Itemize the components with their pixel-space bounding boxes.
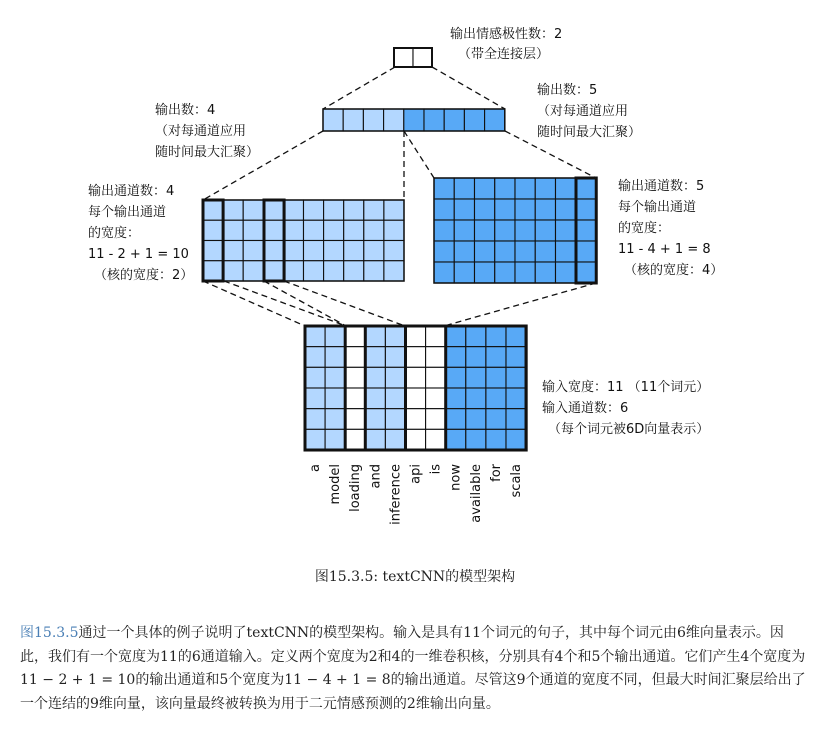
grid-cell (263, 261, 283, 281)
grid-cell (365, 388, 385, 409)
grid-cell (345, 388, 365, 409)
grid-cell (506, 429, 526, 450)
grid-cell (304, 220, 324, 240)
grid-cell (485, 109, 505, 131)
grid-cell (576, 241, 596, 262)
grid-cell (506, 388, 526, 409)
grid-cell (283, 200, 303, 220)
grid-cell (556, 220, 576, 241)
grid-cell (283, 261, 303, 281)
grid-cell (343, 109, 363, 131)
grid-cell (406, 409, 426, 430)
grid-cell (365, 409, 385, 430)
grid-cell (475, 241, 495, 262)
grid-cell (466, 326, 486, 347)
grid-cell (325, 388, 345, 409)
grid-cell (364, 261, 384, 281)
grid-cell (475, 220, 495, 241)
input-label: 输入宽度：11 （11个词元） 输入通道数：6 （每个词元被6D向量表示） (542, 380, 710, 437)
grid-cell (446, 409, 466, 430)
grid-cell (486, 326, 506, 347)
grid-cell (345, 347, 365, 368)
grid-cell (576, 199, 596, 220)
grid-cell (263, 200, 283, 220)
grid-cell (556, 262, 576, 283)
grid-cell (404, 109, 424, 131)
grid-cell (283, 241, 303, 261)
grid-cell (385, 347, 405, 368)
pooled-vector (323, 109, 505, 131)
grid-cell (515, 262, 535, 283)
grid-cell (243, 261, 263, 281)
grid-cell (535, 262, 555, 283)
output-label: 输出情感极性数：2 （带全连接层） (450, 27, 563, 62)
grid-cell (466, 429, 486, 450)
grid-cell (466, 367, 486, 388)
word-label: and (368, 464, 384, 489)
grid-cell (385, 367, 405, 388)
grid-cell (454, 262, 474, 283)
grid-cell (243, 220, 263, 240)
grid-cell (203, 220, 223, 240)
input-words (308, 463, 524, 525)
grid-cell (325, 367, 345, 388)
grid-cell (515, 220, 535, 241)
grid-cell (365, 367, 385, 388)
grid-cell (305, 367, 325, 388)
grid-cell (506, 367, 526, 388)
grid-cell (466, 388, 486, 409)
word-label: for (488, 464, 504, 482)
grid-cell (434, 262, 454, 283)
grid-cell (394, 48, 413, 67)
grid-cell (305, 409, 325, 430)
grid-cell (495, 241, 515, 262)
grid-cell (345, 409, 365, 430)
grid-cell (495, 262, 515, 283)
dashed-connector (203, 281, 305, 326)
word-label: a (308, 464, 323, 472)
grid-cell (434, 178, 454, 199)
grid-cell (486, 347, 506, 368)
grid-cell (305, 347, 325, 368)
dashed-connector (284, 281, 405, 326)
grid-cell (556, 199, 576, 220)
pool-right-label: 输出数：5 （对每通道应用 随时间最大汇聚） (537, 83, 642, 140)
word-label: now (448, 464, 464, 491)
grid-cell (426, 409, 446, 430)
dashed-connector (264, 281, 346, 326)
grid-cell (223, 220, 243, 240)
grid-cell (364, 220, 384, 240)
grid-cell (446, 429, 466, 450)
grid-cell (325, 326, 345, 347)
grid-cell (344, 220, 364, 240)
conv-output-kernel-2 (203, 200, 404, 281)
dashed-connector (444, 283, 596, 326)
conv-output-kernel-4 (434, 178, 596, 283)
grid-cell (384, 261, 404, 281)
word-label: inference (388, 464, 404, 525)
grid-cell (515, 178, 535, 199)
grid-cell (243, 241, 263, 261)
grid-cell (475, 199, 495, 220)
grid-cell (385, 388, 405, 409)
grid-cell (466, 409, 486, 430)
grid-cell (426, 326, 446, 347)
grid-cell (384, 109, 404, 131)
grid-cell (324, 241, 344, 261)
grid-cell (304, 241, 324, 261)
word-label: scala (509, 464, 524, 498)
grid-cell (365, 429, 385, 450)
dashed-connector (323, 67, 395, 109)
grid-cell (506, 326, 526, 347)
grid-cell (426, 429, 446, 450)
grid-cell (406, 326, 426, 347)
word-label: loading (348, 464, 364, 512)
grid-cell (506, 409, 526, 430)
dashed-connector (404, 131, 434, 178)
grid-cell (475, 178, 495, 199)
grid-cell (556, 241, 576, 262)
grid-cell (345, 326, 365, 347)
grid-cell (304, 261, 324, 281)
grid-cell (576, 178, 596, 199)
grid-cell (263, 220, 283, 240)
grid-cell (325, 409, 345, 430)
grid-cell (454, 199, 474, 220)
grid-cell (535, 220, 555, 241)
word-label: model (328, 464, 344, 505)
grid-cell (515, 241, 535, 262)
grid-cell (203, 261, 223, 281)
grid-cell (486, 367, 506, 388)
grid-cell (385, 326, 405, 347)
grid-cell (424, 109, 444, 131)
grid-cell (406, 429, 426, 450)
grid-cell (283, 220, 303, 240)
grid-cell (495, 178, 515, 199)
word-label: available (468, 464, 484, 523)
grid-cell (406, 347, 426, 368)
grid-cell (203, 241, 223, 261)
grid-cell (223, 261, 243, 281)
grid-cell (324, 261, 344, 281)
grid-cell (413, 48, 432, 67)
figure-reference-link[interactable]: 图15.3.5 (20, 625, 79, 641)
description-text: 通过一个具体的例子说明了textCNN的模型架构。输入是具有11个词元的句子，其中每个词元由6维向量表示。因此，我们有一个宽度为11的6通道输入。定义两个宽度为2和4的一维卷积核，分别具有4个和5个输出通道。它们产生4个宽度为11 − 2 + 1 = 10的输出通道和5个宽度为11 − 4 + 1 = 8的输出通道。尽管这9个通道的宽度不同，但最大时间汇聚层给出了一个连结的9维向量，该向量最终被转换为用于二元情感预测的2维输出向量。 (20, 625, 806, 712)
grid-cell (344, 241, 364, 261)
grid-cell (345, 367, 365, 388)
grid-cell (475, 262, 495, 283)
grid-cell (446, 388, 466, 409)
grid-cell (454, 178, 474, 199)
grid-cell (223, 241, 243, 261)
grid-cell (324, 200, 344, 220)
grid-cell (486, 388, 506, 409)
grid-cell (385, 409, 405, 430)
grid-cell (223, 200, 243, 220)
grid-cell (385, 429, 405, 450)
grid-cell (344, 261, 364, 281)
grid-cell (576, 220, 596, 241)
grid-cell (384, 200, 404, 220)
grid-cell (454, 241, 474, 262)
grid-cell (263, 241, 283, 261)
figure-caption: 图15.3.5: textCNN的模型架构 (314, 569, 516, 585)
grid-cell (365, 347, 385, 368)
grid-cell (305, 326, 325, 347)
grid-cell (426, 388, 446, 409)
grid-cell (384, 241, 404, 261)
grid-cell (344, 200, 364, 220)
conv-left-label: 输出通道数：4 每个输出通道 的宽度： 11 - 2 + 1 = 10 （核的宽度：2） (88, 184, 194, 283)
grid-cell (426, 367, 446, 388)
grid-cell (365, 326, 385, 347)
grid-cell (325, 429, 345, 450)
word-label: is (428, 464, 444, 475)
grid-cell (464, 109, 484, 131)
dashed-connector (203, 131, 323, 200)
dashed-connector (224, 281, 346, 326)
pool-left-label: 输出数：4 （对每通道应用 随时间最大汇聚） (155, 103, 260, 160)
dashed-connector (432, 67, 505, 109)
grid-cell (434, 241, 454, 262)
grid-cell (304, 200, 324, 220)
conv-right-label: 输出通道数：5 每个输出通道 的宽度： 11 - 4 + 1 = 8 （核的宽度：4） (618, 179, 724, 278)
grid-cell (406, 388, 426, 409)
input-matrix (305, 326, 526, 450)
grid-cell (325, 347, 345, 368)
grid-cell (305, 429, 325, 450)
grid-cell (495, 199, 515, 220)
word-label: api (408, 464, 424, 484)
grid-cell (243, 200, 263, 220)
grid-cell (495, 220, 515, 241)
grid-cell (446, 367, 466, 388)
output-vector (394, 48, 432, 67)
grid-cell (426, 347, 446, 368)
grid-cell (515, 199, 535, 220)
grid-cell (384, 220, 404, 240)
grid-cell (535, 199, 555, 220)
grid-cell (364, 241, 384, 261)
grid-cell (345, 429, 365, 450)
grid-cell (203, 200, 223, 220)
grid-cell (434, 220, 454, 241)
grid-cell (486, 429, 506, 450)
grid-cell (535, 241, 555, 262)
grid-cell (454, 220, 474, 241)
grid-cell (556, 178, 576, 199)
figure-description (20, 622, 810, 716)
grid-cell (444, 109, 464, 131)
grid-cell (506, 347, 526, 368)
grid-cell (486, 409, 506, 430)
grid-cell (305, 388, 325, 409)
grid-cell (576, 262, 596, 283)
grid-cell (323, 109, 343, 131)
grid-cell (363, 109, 383, 131)
grid-cell (466, 347, 486, 368)
grid-cell (434, 199, 454, 220)
grid-cell (446, 347, 466, 368)
grid-cell (406, 367, 426, 388)
grid-cell (324, 220, 344, 240)
grid-cell (446, 326, 466, 347)
grid-cell (364, 200, 384, 220)
grid-cell (535, 178, 555, 199)
